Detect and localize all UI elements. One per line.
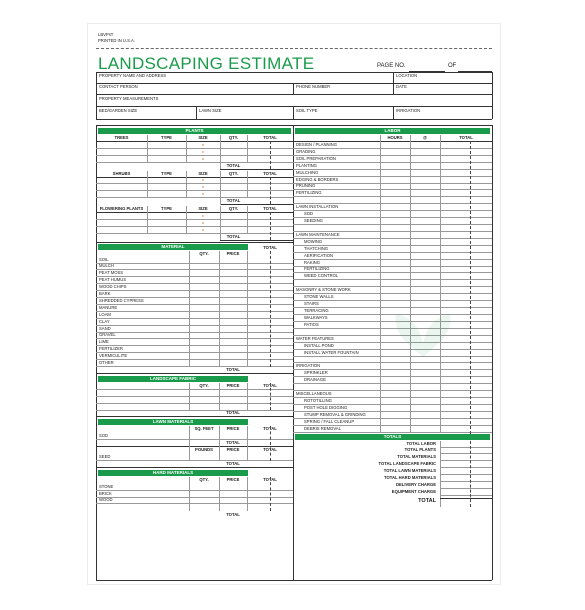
trees-col-line (147, 135, 148, 163)
material-row-line (96, 263, 293, 264)
labor-row-line (293, 238, 492, 239)
shrubs-total-header: TOTAL (263, 170, 277, 176)
flowering-plants-col-line (147, 206, 148, 234)
flowering-plants-header-line (96, 212, 293, 213)
irrigation-field[interactable]: IRRIGATION (396, 108, 421, 113)
trees-type-header: TYPE (161, 135, 172, 140)
totals-item-4: TOTAL LAWN MATERIALS (383, 468, 436, 474)
hard-item-1: BRICK (99, 490, 112, 496)
totals-item-7: EQUIPMENT CHARGE (391, 488, 436, 494)
shrubs-label: SHRUBS (112, 170, 131, 176)
shrubs-size-header: SIZE (198, 170, 208, 176)
material-col-line (247, 251, 248, 367)
measurements-field[interactable]: PROPERTY MEASUREMENTS (99, 96, 159, 101)
lawn-col-line (219, 426, 220, 461)
flowering-plants-total-box (220, 234, 221, 241)
lawn-size-field[interactable]: LAWN SIZE (199, 108, 222, 113)
labor-item-36[interactable]: MISCELLANEOUS (296, 391, 332, 397)
shrubs-qty-header: QTY. (228, 170, 239, 176)
labor-item-1[interactable]: GRADING (296, 148, 316, 154)
labor-row-line (293, 224, 492, 225)
hard-col-line (189, 477, 190, 512)
labor-rate-header: @ (422, 135, 428, 140)
labor-item-19[interactable]: WEED CONTROL (304, 273, 339, 279)
form-code: LBVPsT (98, 32, 114, 37)
fabric-row-line (96, 389, 293, 390)
multiply-icon: x (202, 212, 204, 218)
fabric-row-line (96, 396, 293, 397)
labor-col-line (440, 135, 441, 433)
hard-row-line (96, 490, 293, 491)
lawn-sqfeet-header: SQ. FEET (194, 426, 214, 432)
trees-row-line (96, 162, 293, 163)
fabric-col-line (247, 383, 248, 411)
labor-row-line (293, 148, 492, 149)
hard-item-0: STONE (99, 483, 114, 489)
main-table-top (96, 125, 492, 126)
shrubs-col-line (147, 171, 148, 199)
lawn-total-header: TOTAL (263, 426, 277, 432)
material-item-6: SHREDDED CYPRESS (99, 297, 144, 303)
labor-item-34[interactable]: DRAINAGE (304, 377, 326, 383)
labor-item-11[interactable]: SEEDING (304, 218, 323, 224)
lawn-seed-label: SEED (99, 453, 111, 459)
labor-item-9[interactable]: LAWN INSTALLATION (296, 204, 339, 210)
material-row-line (96, 325, 293, 326)
shrubs-col-line (247, 171, 248, 199)
lawn-col-line (247, 426, 248, 461)
totals-row-line (440, 495, 492, 496)
labor-item-29[interactable]: INSTALL POND (304, 342, 334, 348)
hard-col-line (247, 477, 248, 512)
material-row-line (96, 311, 293, 312)
labor-row-line (293, 432, 492, 433)
labor-item-4[interactable]: MULCHING (296, 169, 319, 175)
flowering-plants-qty-header: QTY. (228, 206, 239, 211)
grand-total-top-line (440, 498, 492, 499)
labor-item-38[interactable]: POST HOLE DIGGING (304, 404, 348, 410)
multiply-icon: x (202, 191, 204, 197)
material-total-label: TOTAL (226, 366, 240, 372)
material-item-12: LIME (99, 339, 109, 345)
flowering-plants-row-line (96, 219, 293, 220)
labor-total-header: TOTAL (459, 135, 473, 140)
fabric-total-line (96, 416, 293, 417)
labor-item-21[interactable]: MASONRY & STONE WORK (296, 287, 351, 293)
lawn-total-label-2: TOTAL (226, 460, 240, 466)
material-row-line (96, 359, 293, 360)
multiply-icon: x (202, 226, 204, 232)
trees-col-line (247, 135, 248, 163)
totals-item-3: TOTAL LANDSCAPE FABRIC (378, 461, 436, 467)
labor-item-39[interactable]: STUMP REMOVAL & GRINDING (304, 411, 366, 417)
hard-col-line (219, 477, 220, 512)
hard-total-header: TOTAL (263, 476, 277, 482)
material-item-8: LOAM (99, 311, 111, 317)
labor-item-26[interactable]: PATIOS (304, 321, 319, 327)
labor-item-17[interactable]: RAKING (304, 259, 321, 265)
labor-item-2[interactable]: SOIL PREPARATION (296, 155, 336, 161)
material-top-line (96, 242, 293, 243)
page-title: LANDSCAPING ESTIMATE (98, 54, 315, 73)
labor-item-23[interactable]: STAIRS (304, 301, 319, 307)
lawn-col-line (189, 426, 190, 461)
material-item-2: PEAT MOSS (99, 270, 124, 276)
hard-price-header: PRICE (226, 476, 240, 482)
totals-row-line (440, 474, 492, 475)
material-item-13: FERTILIZER (99, 346, 123, 352)
labor-item-0[interactable]: DESIGN / PLANNING (296, 141, 337, 147)
labor-item-6[interactable]: PRUNING (296, 183, 316, 189)
flowering-plants-type-header: TYPE (161, 206, 172, 211)
fabric-cents-line (270, 383, 271, 411)
material-item-0: SOIL (99, 256, 109, 262)
trees-row-line (96, 155, 293, 156)
printed-note: PRINTED IN U.S.A. (98, 38, 135, 43)
material-item-7: MANURE (99, 304, 118, 310)
material-item-3: PEAT HUMUS (99, 277, 127, 283)
material-row-line (96, 269, 293, 270)
shrubs-cents-line (270, 177, 271, 205)
labor-row-line (293, 279, 492, 280)
material-item-1: MULCH (99, 263, 114, 269)
contact-field[interactable]: CONTACT PERSON (99, 84, 138, 89)
shrubs-type-header: TYPE (161, 170, 172, 176)
labor-item-37[interactable]: ROTOTILLING (304, 397, 332, 403)
labor-row-line (293, 259, 492, 260)
flowering-plants-total-header: TOTAL (263, 206, 277, 211)
material-row-line (96, 304, 293, 305)
flowering-plants-col-line (220, 206, 221, 234)
material-col-line (189, 251, 190, 367)
flowering-plants-col-line (186, 206, 187, 234)
material-price-header: PRICE (226, 250, 240, 256)
material-item-5: BARK (99, 291, 111, 296)
flowering-plants-cents-line (270, 212, 271, 240)
soil-type-field[interactable]: SOIL TYPE (296, 108, 318, 113)
labor-item-3[interactable]: PLANTING (296, 162, 317, 168)
labor-row-line (293, 362, 492, 363)
material-item-15: OTHER (99, 360, 114, 365)
fabric-total-header: TOTAL (263, 382, 277, 388)
trees-label: TREES (114, 135, 129, 140)
lawn-row-line (96, 439, 293, 440)
labor-row-line (293, 183, 492, 184)
date-field[interactable]: DATE (396, 84, 407, 89)
grand-total-label: TOTAL (418, 497, 436, 504)
lawn-price-header: PRICE (226, 426, 240, 432)
labor-col-line (380, 135, 381, 433)
labor-item-16[interactable]: AERIFICATION (304, 252, 334, 258)
shrubs-total-label: TOTAL (226, 198, 241, 204)
totals-item-0: TOTAL LABOR (406, 440, 436, 446)
shrubs-col-line (186, 171, 187, 199)
flowering-plants-row-line (96, 226, 293, 227)
labor-item-32[interactable]: IRRIGATION (296, 363, 321, 369)
totals-row-line (440, 453, 492, 454)
totals-item-2: TOTAL MATERIALS (397, 454, 436, 460)
phone-field[interactable]: PHONE NUMBER (296, 84, 331, 89)
perforation-line (96, 48, 492, 49)
fabric-qty-header: QTY. (199, 382, 209, 388)
fabric-col-line (219, 383, 220, 411)
labor-row-line (293, 189, 492, 190)
plants-header[interactable]: PLANTS (98, 128, 291, 134)
multiply-icon: x (202, 219, 204, 225)
hard-qty-header: QTY. (199, 476, 209, 482)
material-row-line (96, 332, 293, 333)
material-row-line (96, 290, 293, 291)
lawn-total-header-2: TOTAL (263, 447, 277, 452)
flowering-plants-total-line (220, 240, 293, 241)
trees-row-line (96, 148, 293, 149)
material-total-line (96, 373, 293, 374)
labor-item-41[interactable]: DEBRIS REMOVAL (304, 425, 341, 431)
shrubs-total-line (220, 204, 293, 205)
lawn-total-line (96, 467, 293, 468)
labor-header: LABOR (295, 128, 490, 134)
hard-total-label: TOTAL (226, 512, 240, 518)
totals-item-6: DELIVERY CHARGE (395, 481, 436, 487)
labor-item-33[interactable]: SPRINKLER (304, 370, 328, 376)
totals-row-line (440, 488, 492, 489)
hard-row-line (96, 503, 293, 504)
trees-total-header: TOTAL (263, 135, 277, 140)
lawn-cents-line (270, 426, 271, 461)
hard-row-line (96, 497, 293, 498)
totals-header: TOTALS (295, 434, 490, 440)
shrubs-col-line (220, 171, 221, 199)
labor-cents-line (470, 141, 471, 439)
labor-item-24[interactable]: TERRACING (304, 307, 329, 313)
material-total-header: TOTAL (263, 244, 277, 250)
bed-garden-size-field[interactable]: BED/GARDEN SIZE (99, 108, 138, 113)
trees-col-line (186, 135, 187, 163)
labor-item-15[interactable]: THATCHING (304, 245, 329, 251)
material-col-line (219, 251, 220, 367)
leaf-watermark-icon (388, 299, 458, 359)
labor-item-7[interactable]: FERTILIZING (296, 190, 322, 196)
labor-item-25[interactable]: WALKWAYS (304, 314, 328, 320)
fabric-price-header: PRICE (226, 382, 240, 388)
estimate-sheet (88, 24, 500, 584)
trees-qty-header: QTY. (228, 135, 239, 140)
material-row-line (96, 345, 293, 346)
hard-materials-header: HARD MATERIALS (98, 470, 248, 476)
labor-row-line (293, 169, 492, 170)
totals-row-line (440, 460, 492, 461)
labor-item-5[interactable]: EDGING & BORDERS (296, 176, 339, 182)
material-item-14: VERMICULITE (99, 353, 128, 359)
trees-cents-line (270, 141, 271, 169)
multiply-icon: x (202, 184, 204, 190)
main-table-divider (293, 125, 294, 580)
trees-total-box (220, 163, 221, 170)
material-row-line (96, 318, 293, 319)
material-item-11: GRAVEL (99, 332, 116, 338)
labor-hours-header: HOURS (387, 135, 403, 140)
material-row-line (96, 338, 293, 339)
lawn-total-label-1: TOTAL (226, 440, 240, 446)
material-item-9: CLAY (99, 318, 110, 324)
totals-row-line (440, 447, 492, 448)
labor-item-10[interactable]: SOD (304, 211, 314, 217)
totals-row-line (440, 481, 492, 482)
material-item-10: SAND (99, 325, 111, 331)
trees-col-line (220, 135, 221, 163)
main-table-right (492, 125, 493, 580)
hard-item-2: WOOD (99, 497, 113, 503)
trees-size-header: SIZE (198, 135, 208, 140)
labor-item-28[interactable]: WATER FEATURES (296, 335, 334, 341)
labor-row-line (293, 210, 492, 211)
main-table-bottom (96, 580, 492, 581)
labor-item-13[interactable]: LAWN MAINTENANCE (296, 231, 340, 237)
lawn-pounds-header: POUNDS (195, 447, 213, 452)
material-item-4: WOOD CHIPS (99, 284, 127, 290)
fabric-row-line (96, 403, 293, 404)
lawn-row-line (96, 460, 293, 461)
multiply-icon: x (202, 155, 204, 161)
labor-row-line (293, 196, 492, 197)
multiply-icon: x (202, 177, 204, 183)
fabric-col-line (189, 383, 190, 411)
labor-item-18[interactable]: FERTILIZING (304, 266, 330, 272)
totals-item-5: TOTAL HARD MATERIALS (383, 475, 436, 481)
material-header: MATERIAL (98, 244, 248, 250)
flowering-plants-size-header: SIZE (198, 206, 208, 211)
labor-item-40[interactable]: SPRING / FALL CLEANUP (304, 418, 355, 424)
material-row-line (96, 366, 293, 367)
shrubs-total-box (220, 198, 221, 205)
property-name-field[interactable]: PROPERTY NAME AND ADDRESS (99, 73, 167, 78)
labor-col-line (410, 135, 411, 433)
multiply-icon: x (202, 148, 204, 154)
totals-item-1: TOTAL PLANTS (404, 447, 436, 453)
labor-row-line (293, 383, 492, 384)
fabric-row-line (96, 410, 293, 411)
trees-total-line (220, 169, 293, 170)
fabric-total-label: TOTAL (226, 410, 240, 416)
multiply-icon: x (202, 141, 204, 147)
location-field[interactable]: LOCATION (396, 73, 418, 78)
labor-item-14[interactable]: MOWING (304, 238, 323, 244)
hard-cents-line (270, 477, 271, 512)
trees-total-label: TOTAL (226, 162, 241, 168)
page-no-label: PAGE NO. (377, 63, 406, 69)
trees-header-line (96, 141, 293, 142)
lawn-materials-header: LAWN MATERIALS (98, 419, 248, 425)
labor-item-30[interactable]: INSTALL WATER FOUNTAIN (304, 349, 359, 355)
labor-row-line (293, 162, 492, 163)
flowering-plants-label: FLOWERING PLANTS (99, 206, 144, 211)
shrubs-row-line (96, 197, 293, 198)
landscape-fabric-header: LANDSCAPE FABRIC (98, 376, 248, 382)
flowering-plants-total-label: TOTAL (226, 233, 241, 239)
lawn-sod-label: SOD (99, 433, 109, 439)
flowering-plants-row-line (96, 233, 293, 234)
page-of-label: OF (448, 63, 457, 69)
lawn-price-header-2: PRICE (226, 447, 240, 452)
shrubs-row-line (96, 190, 293, 191)
labor-item-22[interactable]: STONE WALLS (304, 294, 334, 300)
flowering-plants-col-line (247, 206, 248, 234)
totals-row-line (440, 467, 492, 468)
shrubs-row-line (96, 183, 293, 184)
material-cents-line (270, 251, 271, 367)
material-qty-header: QTY. (199, 250, 209, 256)
shrubs-header-line (96, 177, 293, 178)
